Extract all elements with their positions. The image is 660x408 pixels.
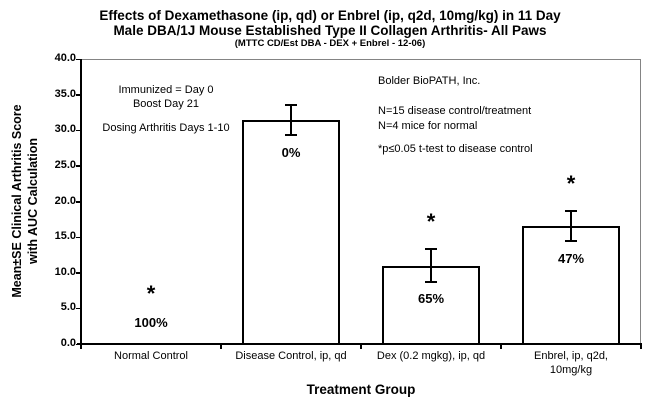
y-tick-label: 35.0 (54, 87, 76, 100)
percent-inhibition-label: 100% (134, 315, 168, 330)
y-tick-label: 0.0 (60, 337, 76, 349)
error-bar-top-cap (425, 248, 437, 250)
annotation-n-normal: N=4 mice for normal (378, 120, 478, 132)
error-bar-bottom-cap (425, 281, 437, 283)
category-label-line: 10mg/kg (549, 364, 593, 376)
category-label (211, 349, 371, 363)
category-label-line: Normal Control (114, 350, 188, 362)
category-label (351, 349, 511, 363)
annotation-boost-line: Boost Day 21 (132, 98, 200, 110)
annotation-n-treatment: N=15 disease control/treatment (378, 105, 532, 117)
y-tick-mark (76, 59, 81, 61)
y-tick-mark (76, 308, 81, 310)
category-label-line: Disease Control, ip, qd (235, 350, 347, 362)
x-axis-title: Treatment Group (306, 382, 416, 397)
y-tick-mark (76, 201, 81, 203)
chart-title (0, 8, 660, 38)
y-tick-label: 20.0 (54, 194, 76, 207)
annotation-immunization (66, 83, 266, 111)
error-bar-bottom-cap (565, 240, 577, 242)
error-bar (290, 105, 292, 135)
y-axis-title-line-2: with AUC Calculation (26, 138, 40, 264)
chart-title-line-1: Effects of Dexamethasone (ip, qd) or Enbrel (ip, q2d, 10mg/kg) in 11 Day (99, 8, 561, 23)
annotation-significance-note: *p≤0.05 t-test to disease control (378, 143, 533, 155)
y-tick-mark (76, 272, 81, 274)
category-label (491, 349, 651, 377)
category-label-line: Dex (0.2 mgkg), ip, qd (376, 350, 486, 362)
category-label (71, 349, 231, 363)
chart-title-line-2: Male DBA/1J Mouse Established Type II Collagen Arthritis- All Paws (113, 23, 547, 38)
category-label-line: Enbrel, ip, q2d, (534, 350, 608, 362)
y-tick-label: 5.0 (60, 301, 76, 314)
y-tick-label: 30.0 (54, 123, 76, 136)
percent-inhibition-label: 65% (417, 290, 445, 306)
error-bar-top-cap (565, 210, 577, 212)
y-tick-label: 10.0 (54, 265, 76, 278)
significance-star: * (146, 281, 156, 306)
y-tick-label: 15.0 (54, 230, 76, 243)
percent-inhibition-label: 47% (557, 251, 585, 267)
percent-inhibition-label: 0% (281, 145, 301, 161)
error-bar (430, 249, 432, 282)
y-tick-label: 25.0 (54, 158, 76, 171)
y-tick-mark (76, 165, 81, 167)
significance-star: * (426, 209, 436, 235)
annotation-group-sizes (378, 104, 608, 134)
significance-star: * (566, 171, 576, 197)
annotation-dosing: Dosing Arthritis Days 1-10 (102, 122, 230, 134)
annotation-company: Bolder BioPATH, Inc. (378, 75, 481, 87)
y-tick-mark (76, 237, 81, 239)
annotation-immunized-line: Immunized = Day 0 (118, 84, 214, 96)
error-bar-bottom-cap (285, 134, 297, 136)
error-bar-top-cap (285, 104, 297, 106)
y-axis-title-line-1: Mean±SE Clinical Arthritis Score (10, 104, 24, 298)
error-bar (570, 211, 572, 241)
bar (522, 226, 620, 345)
chart-subtitle: (MTTC CD/Est DBA - DEX + Enbrel - 12-06) (234, 38, 426, 49)
y-tick-label: 40.0 (54, 52, 76, 64)
